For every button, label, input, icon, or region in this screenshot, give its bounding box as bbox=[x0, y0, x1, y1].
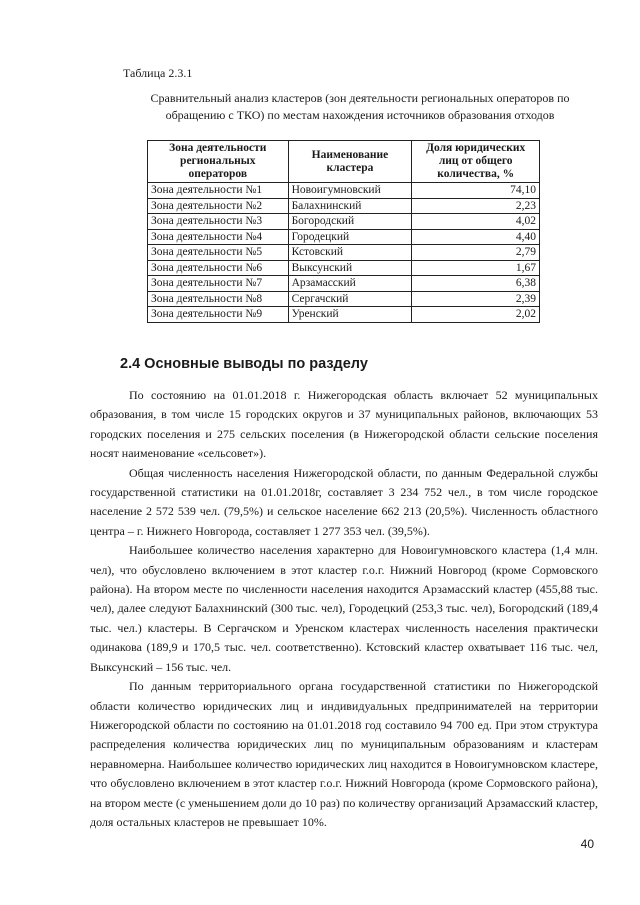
share-cell: 4,40 bbox=[412, 229, 540, 245]
zone-cell: Зона деятельности №2 bbox=[148, 198, 289, 214]
table-row bbox=[148, 291, 540, 307]
table-header-cluster: Наименование кластера bbox=[288, 141, 412, 183]
share-cell: 2,02 bbox=[412, 307, 540, 323]
cluster-cell: Арзамасский bbox=[288, 276, 412, 292]
cluster-cell: Балахнинский bbox=[288, 198, 412, 214]
page-number: 40 bbox=[580, 837, 594, 851]
table-header-share: Доля юридических лиц от общего количества, % bbox=[412, 141, 540, 183]
table-header-zone: Зона деятельности региональных операторов bbox=[148, 141, 289, 183]
table-caption: Сравнительный анализ кластеров (зон деятельности региональных операторов по обращению с ТКО) по местам нахождения источников образования отходов bbox=[150, 91, 570, 122]
zone-cell: Зона деятельности №7 bbox=[148, 276, 289, 292]
cluster-cell: Городецкий bbox=[288, 229, 412, 245]
cluster-cell: Богородский bbox=[288, 214, 412, 230]
table-row bbox=[148, 276, 540, 292]
table-row bbox=[148, 214, 540, 230]
share-cell: 2,23 bbox=[412, 198, 540, 214]
zone-cell: Зона деятельности №3 bbox=[148, 214, 289, 230]
table-row bbox=[148, 198, 540, 214]
table-row bbox=[148, 307, 540, 323]
table-label: Таблица 2.3.1 bbox=[123, 66, 193, 80]
section-heading: 2.4 Основные выводы по разделу bbox=[120, 356, 368, 372]
zone-cell: Зона деятельности №5 bbox=[148, 245, 289, 261]
cluster-cell: Новоигумновский bbox=[288, 183, 412, 199]
paragraph: Общая численность населения Нижегородской области, по данным Федеральной службы государственной статистики на 01.01.2018г, составляет 3 234 752 чел., в том числе городское население 2 572 539 чел. (79,5%) и сельское население 662 213 (20,5%). Численность областного центра – г. Нижнего Новгорода, составляет 1 277 353 чел. (39,5%). bbox=[90, 465, 598, 538]
cluster-cell: Выксунский bbox=[288, 260, 412, 276]
table-row bbox=[148, 183, 540, 199]
zone-cell: Зона деятельности №8 bbox=[148, 291, 289, 307]
cluster-cell: Уренский bbox=[288, 307, 412, 323]
share-cell: 6,38 bbox=[412, 276, 540, 292]
share-cell: 1,67 bbox=[412, 260, 540, 276]
share-cell: 2,79 bbox=[412, 245, 540, 261]
cluster-table bbox=[147, 140, 540, 323]
share-cell: 4,02 bbox=[412, 214, 540, 230]
share-cell: 2,39 bbox=[412, 291, 540, 307]
zone-cell: Зона деятельности №9 bbox=[148, 307, 289, 323]
paragraph: Наибольшее количество населения характерно для Новоигумновского кластера (1,4 млн. чел), что обусловлено включением в этот кластер г.о.г. Нижний Новгород (кроме Сормовского района). На втором месте по численности населения находится Арзамасский кластер (455,88 тыс. чел), далее следуют Балахнинский (300 тыс. чел), Городецкий (253,3 тыс. чел), Богородский (189,4 тыс. чел.) кластеры. В Сергачском и Уренском кластерах численность населения практически одинакова (189,9 и 170,5 тыс. чел. соответственно). Кстовский кластер охватывает 116 тыс. чел, Выксунский – 156 тыс. чел. bbox=[90, 543, 598, 674]
cluster-cell: Кстовский bbox=[288, 245, 412, 261]
zone-cell: Зона деятельности №6 bbox=[148, 260, 289, 276]
table-header-row bbox=[148, 141, 540, 183]
zone-cell: Зона деятельности №4 bbox=[148, 229, 289, 245]
body-text bbox=[90, 386, 598, 832]
zone-cell: Зона деятельности №1 bbox=[148, 183, 289, 199]
table-row bbox=[148, 260, 540, 276]
table-row bbox=[148, 245, 540, 261]
paragraph: По состоянию на 01.01.2018 г. Нижегородская область включает 52 муниципальных образования, в том числе 15 городских округов и 37 муниципальных районов, включающих 53 городских поселения и 275 сельских поселения (в Нижегородской области сельские поселения носят наименование «сельсовет»). bbox=[90, 388, 598, 461]
share-cell: 74,10 bbox=[412, 183, 540, 199]
table-row bbox=[148, 229, 540, 245]
paragraph: По данным территориального органа государственной статистики по Нижегородской области количество юридических лиц и индивидуальных предпринимателей на территории Нижегородской области по состоянию на 01.01.2018 год составило 94 700 ед. При этом структура распределения количества юридических лиц по муниципальным образованиям и кластерам неравномерна. Наибольшее количество юридических лиц находится в Новоигумновском кластере, что обусловлено включением в этот кластер г.о.г. Нижний Новгорода (кроме Сормовского района), на втором месте (с уменьшением доли до 10 раз) по количеству организаций Арзамасский кластер, доля остальных кластеров не превышает 10%. bbox=[90, 679, 598, 829]
cluster-cell: Сергачский bbox=[288, 291, 412, 307]
